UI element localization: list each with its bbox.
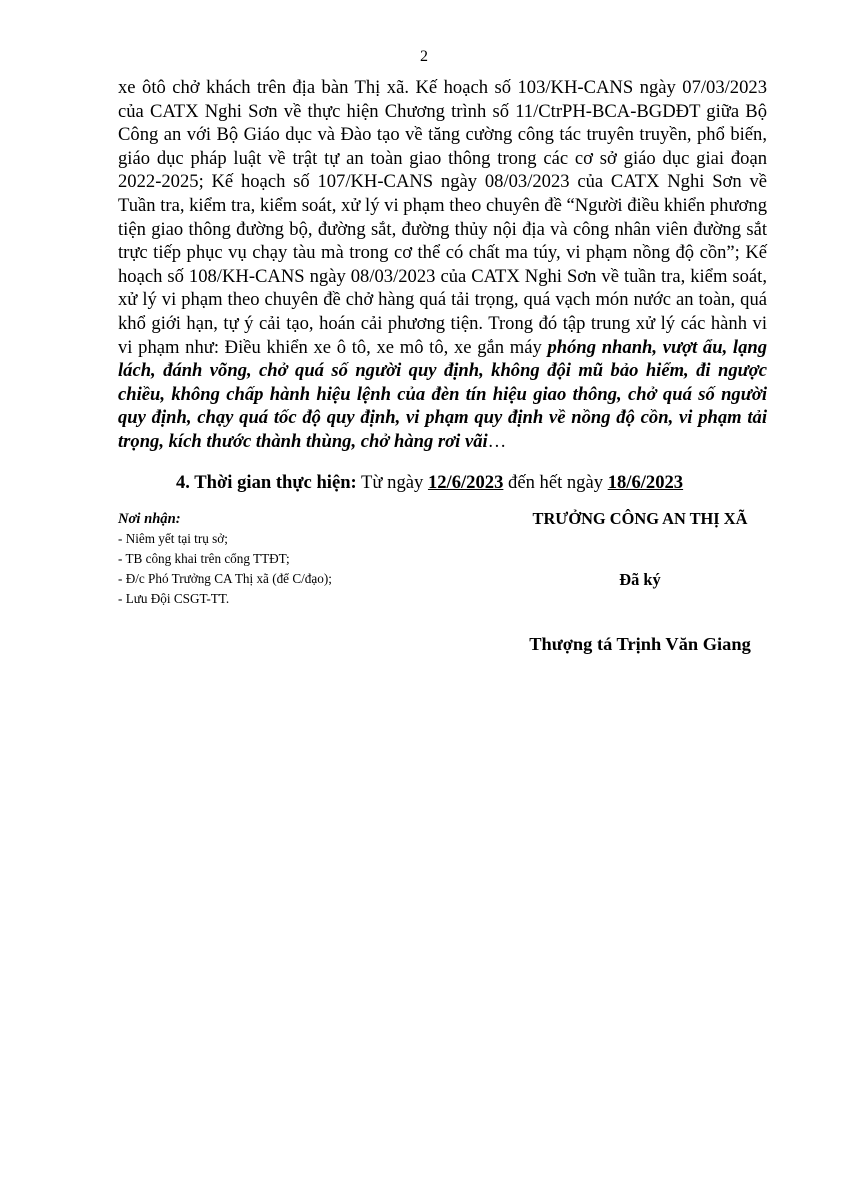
signer-title: TRƯỞNG CÔNG AN THỊ XÃ bbox=[532, 509, 748, 528]
section-4-label: 4. Thời gian thực hiện: bbox=[176, 472, 357, 493]
recipients-list bbox=[118, 529, 448, 609]
recipient-item: - Đ/c Phó Trưởng CA Thị xã (để C/đạo); bbox=[118, 571, 332, 586]
violations-emphasis: phóng nhanh, vượt ẩu, lạng lách, đánh võng, chở quá số người quy định, không đội mũ bảo hiểm, đi ngược chiều, không chấp hành hiệu lệnh của đèn tín hiệu giao thông, chở quá số người quy định, chạy quá tốc độ quy định, vi phạm quy định về nồng độ cồn, vi phạm tải trọng, kích thước thành thùng, chở hàng rơi vãi bbox=[118, 336, 767, 452]
recipient-item: - Niêm yết tại trụ sở; bbox=[118, 531, 228, 546]
start-date: 12/6/2023 bbox=[427, 472, 504, 493]
body-ellipsis: … bbox=[487, 430, 507, 452]
end-date: 18/6/2023 bbox=[607, 472, 684, 493]
signed-mark: Đã ký bbox=[619, 570, 661, 589]
to-text: đến hết ngày bbox=[503, 472, 608, 493]
recipients-heading: Nơi nhận: bbox=[118, 511, 181, 527]
recipient-item: - TB công khai trên cổng TTĐT; bbox=[118, 551, 290, 566]
signature-block bbox=[450, 508, 830, 655]
recipient-item: - Lưu Đội CSGT-TT. bbox=[118, 591, 230, 606]
body-intro-text: xe ôtô chở khách trên địa bàn Thị xã. Kế hoạch số 103/KH-CANS ngày 07/03/2023 của CATX Nghi Sơn về thực hiện Chương trình số 11/CtrPH-BCA-BGDĐT giữa Bộ Công an với Bộ Giáo dục và Đào tạo về tăng cường công tác truyên truyền, phổ biến, giáo dục pháp luật về trật tự an toàn giao thông trong các cơ sở giáo dục giai đoạn 2022-2025; Kế hoạch số 107/KH-CANS ngày 08/03/2023 của CATX Nghi Sơn về Tuần tra, kiểm tra, kiểm soát, xử lý vi phạm theo chuyên đề “Người điều khiển phương tiện giao thông đường bộ, đường sắt, đường thủy nội địa và công nhân viên đường sắt trực tiếp phục vụ chạy tàu mà trong cơ thể có chất ma túy, vi phạm nồng độ cồn”; Kế hoạch số 108/KH-CANS ngày 08/03/2023 của CATX Nghi Sơn về tuần tra, kiểm soát, xử lý vi phạm theo chuyên đề chở hàng quá tải trọng, quá vạch món nước an toàn, quá khổ giới hạn, tự ý cải tạo, hoán cải phương tiện. Trong đó tập trung xử lý các hành vi vi phạm như: Điều khiển xe ô tô, xe mô tô, xe gắn máy bbox=[118, 77, 767, 358]
implementation-time bbox=[118, 471, 767, 495]
from-text: Từ ngày bbox=[356, 472, 428, 493]
signer-name: Thượng tá Trịnh Văn Giang bbox=[529, 634, 751, 654]
body-paragraph bbox=[118, 76, 767, 454]
recipients-block bbox=[118, 509, 448, 609]
page-number: 2 bbox=[420, 48, 428, 65]
